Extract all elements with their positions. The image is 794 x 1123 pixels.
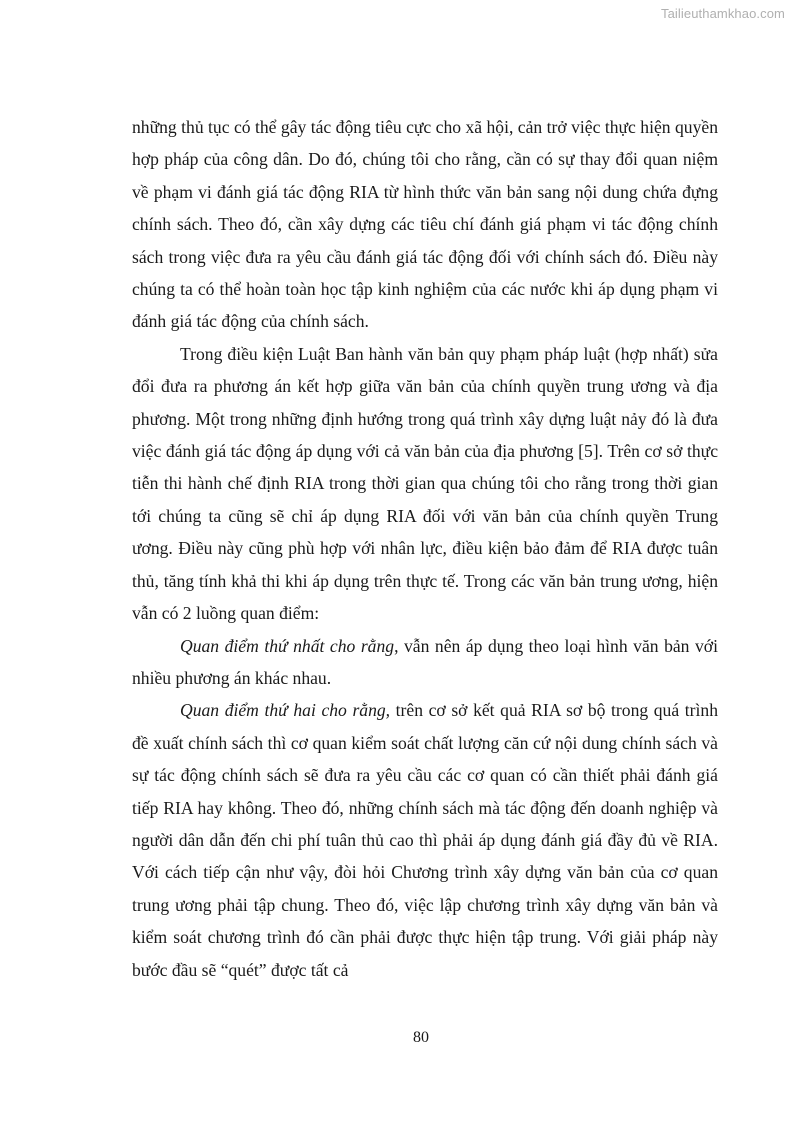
paragraph-italic-lead: Quan điểm thứ hai cho rằng, xyxy=(180,700,391,721)
paragraph-italic-lead: Quan điểm thứ nhất cho rằng xyxy=(180,635,395,656)
paragraph-text: những thủ tục có thể gây tác động tiêu cực cho xã hội, cản trở việc thực hiện quyền hợp pháp của công dân. Do đó, chúng tôi cho rằng, cần có sự thay đổi quan niệm về phạm vi đánh giá tác động RIA từ hình thức văn bản sang nội dung chứa đựng chính sách. Theo đó, cần xây dựng các tiêu chí đánh giá phạm vi tác động chính sách trong việc đưa ra yêu cầu đánh giá tác động đối với chính sách đó. Điều này chúng ta có thể hoàn toàn học tập kinh nghiệm của các nước khi áp dụng phạm vi đánh giá tác động của chính sách. xyxy=(132,117,718,332)
paragraph-text: Trong điều kiện Luật Ban hành văn bản quy phạm pháp luật (hợp nhất) sửa đổi đưa ra phương án kết hợp giữa văn bản của chính quyền trung ương và địa phương. Một trong những định hướng trong quá trình xây dựng luật nảy đó là đưa việc đánh giá tác động áp dụng với cả văn bản của địa phương [5]. Trên cơ sở thực tiễn thi hành chế định RIA trong thời gian qua chúng tôi cho rằng trong thời gian tới chúng ta cũng sẽ chỉ áp dụng RIA đối với văn bản của chính quyền Trung ương. Điều này cũng phù hợp với nhân lực, điều kiện bảo đảm để RIA được tuân thủ, tăng tính khả thi khi áp dụng trên thực tế. Trong các văn bản trung ương, hiện vẫn có 2 luồng quan điểm: xyxy=(132,343,718,624)
paragraph-first-viewpoint xyxy=(132,630,718,695)
document-body xyxy=(132,111,718,986)
paragraph-second-viewpoint xyxy=(132,694,718,986)
paragraph-text: trên cơ sở kết quả RIA sơ bộ trong quá trình đề xuất chính sách thì cơ quan kiểm soát chất lượng căn cứ nội dung chính sách và sự tác động chính sách sẽ đưa ra yêu cầu các cơ quan có cần thiết phải đánh giá tiếp RIA hay không. Theo đó, những chính sách mà tác động đến doanh nghiệp và người dân dẫn đến chi phí tuân thủ cao thì phải áp dụng đánh giá đầy đủ về RIA. Với cách tiếp cận như vậy, đòi hỏi Chương trình xây dựng văn bản của cơ quan trung ương phải tập chung. Theo đó, việc lập chương trình xây dựng văn bản và kiểm soát chương trình đó cần phải được thực hiện tập trung. Với giải pháp này bước đầu sẽ “quét” được tất cả xyxy=(132,700,718,980)
paragraph-continuation xyxy=(132,111,718,338)
watermark-text: Tailieuthamkhao.com xyxy=(660,6,785,21)
page-number: 80 xyxy=(413,1029,429,1046)
paragraph-legal-context xyxy=(132,338,718,630)
paragraph-text: , vẫn nên áp dụng theo loại hình văn bản với nhiều phương án khác nhau. xyxy=(132,635,718,688)
